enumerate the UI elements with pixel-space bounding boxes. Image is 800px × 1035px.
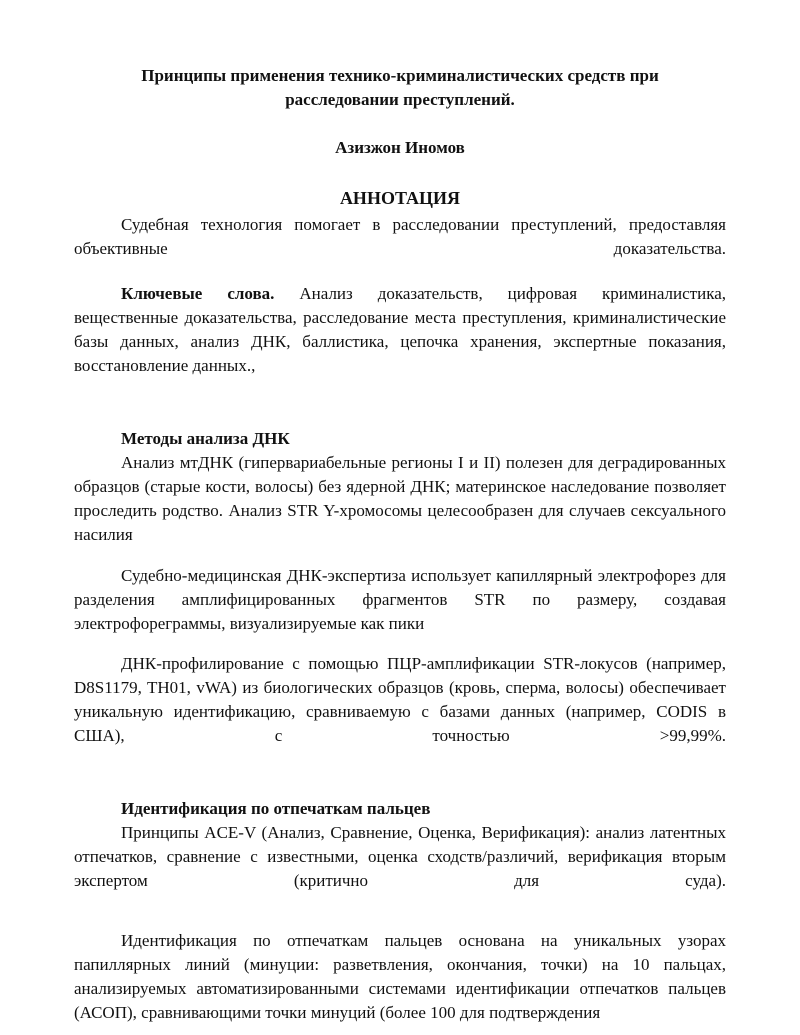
dna-paragraph-1: Анализ мтДНК (гипервариабельные регионы I и II) полезен для деградированных образцов (старые кости, волосы) без ядерной ДНК; материнское наследование позволяет проследить родство. Анализ STR Y-хромосомы целесообразен для случаев сексуального насилия xyxy=(74,453,726,544)
keywords-paragraph xyxy=(74,282,726,378)
section-heading-fingerprints: Идентификация по отпечаткам пальцев xyxy=(121,799,431,818)
fingerprint-paragraph-1: Принципы ACE-V (Анализ, Сравнение, Оценка, Верификация): анализ латентных отпечатков, сравнение с известными, оценка сходств/различий, верификация вторым экспертом (критично для суда). xyxy=(74,823,726,890)
author-name: Азизжон Иномов xyxy=(335,138,465,157)
keywords-text: Анализ доказательств, цифровая криминалистика, вещественные доказательства, расследование места преступления, криминалистические базы данных, анализ ДНК, баллистика, цепочка хранения, экспертные показания, восстановление данных., xyxy=(74,284,726,375)
dna-paragraph-2: Судебно-медицинская ДНК-экспертиза использует капиллярный электрофорез для разделения амплифицированных фрагментов STR по размеру, создавая электрофореграммы, визуализируемые как пики xyxy=(74,566,726,633)
annotation-heading: АННОТАЦИЯ xyxy=(339,188,461,208)
document-title: Принципы применения технико-криминалистических средств при расследовании преступлений. xyxy=(141,66,659,109)
dna-paragraph-3: ДНК-профилирование с помощью ПЦР-амплификации STR-локусов (например, D8S1179, TH01, vWA) из биологических образцов (кровь, сперма, волосы) обеспечивает уникальную идентификацию, сравниваемую с базами данных (например, CODIS в США), с точностью >99,99%. xyxy=(74,654,726,745)
fingerprint-paragraph-2: Идентификация по отпечаткам пальцев основана на уникальных узорах папиллярных линий (минуции: разветвления, окончания, точки) на 10 пальцах, анализируемых автоматизированными системами идентификации отпечатков пальцев (АСОП), сравнивающими точки минуций (более 100 для подтверждения xyxy=(74,931,726,1022)
section-heading-dna: Методы анализа ДНК xyxy=(121,429,290,448)
keywords-label: Ключевые слова. xyxy=(121,284,275,303)
annotation-paragraph: Судебная технология помогает в расследовании преступлений, предоставляя объективные доказательства. xyxy=(74,215,726,258)
